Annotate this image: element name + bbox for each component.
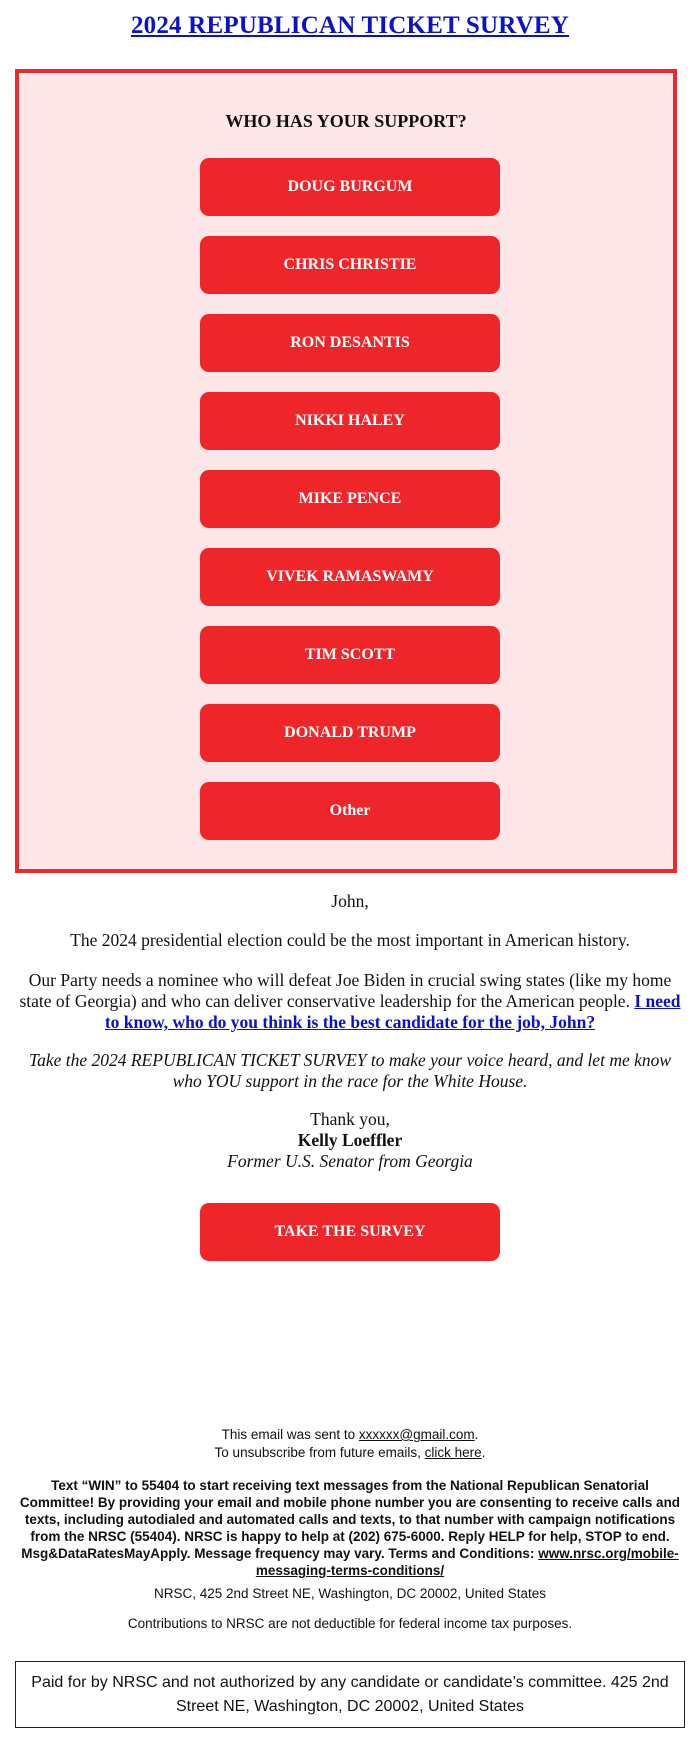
letter-paragraph-3: Take the 2024 REPUBLICAN TICKET SURVEY to make your voice heard, and let me know who YOU support in the race for the White House.: [28, 1050, 672, 1091]
option-button-nikki-haley[interactable]: NIKKI HALEY: [200, 392, 500, 450]
option-button-vivek-ramaswamy[interactable]: VIVEK RAMASWAMY: [200, 548, 500, 606]
email-address-link[interactable]: xxxxxx@gmail.com: [358, 1427, 475, 1442]
letter-closing: Thank you,: [310, 1109, 390, 1129]
option-button-chris-christie[interactable]: CHRIS CHRISTIE: [200, 236, 500, 294]
sms-consent-text: Text “WIN” to 55404 to start receiving text messages from the National Republican Senatorial Committee! By providing your email and mobile phone number you are consenting to receive calls and texts, including autodialed and automated calls and texts, to that number with campaign notifications from the NRSC (55404). NRSC is happy to help at (202) 675-6000. Reply HELP for help, STOP to end. Msg&DataRatesMayApply. Message frequency may vary. Terms and Conditions: www.nrsc.org/mobile-messaging-terms-conditions/: [19, 1478, 681, 1578]
letter-paragraph-1: The 2024 presidential election could be the most important in American history.: [70, 930, 630, 950]
unsubscribe-line: To unsubscribe from future emails, click here.: [214, 1445, 486, 1460]
option-button-tim-scott[interactable]: TIM SCOTT: [200, 626, 500, 684]
survey-question: WHO HAS YOUR SUPPORT?: [225, 111, 467, 131]
option-button-ron-desantis[interactable]: RON DESANTIS: [200, 314, 500, 372]
letter-paragraph-2: [18, 970, 682, 1033]
option-button-doug-burgum[interactable]: DOUG BURGUM: [200, 158, 500, 216]
survey-box: [15, 69, 677, 873]
option-button-other[interactable]: Other: [200, 782, 500, 840]
tax-disclaimer: Contributions to NRSC are not deductible for federal income tax purposes.: [127, 1616, 573, 1631]
letter-paragraph-2-text: Our Party needs a nominee who will defeat Joe Biden in crucial swing states (like my home state of Georgia) and who can deliver conservative leadership for the American people.: [19, 970, 672, 1011]
letter-question-link[interactable]: I need to know, who do you think is the best candidate for the job, John?: [104, 991, 681, 1032]
signer-title: Former U.S. Senator from Georgia: [227, 1151, 473, 1171]
mailing-address: NRSC, 425 2nd Street NE, Washington, DC 20002, United States: [154, 1586, 546, 1601]
option-button-donald-trump[interactable]: DONALD TRUMP: [200, 704, 500, 762]
paid-for-disclaimer: Paid for by NRSC and not authorized by any candidate or candidate’s committee. 425 2nd Street NE, Washington, DC 20002, United States: [15, 1661, 685, 1728]
letter-greeting: John,: [331, 891, 369, 911]
unsubscribe-link[interactable]: click here: [424, 1445, 482, 1460]
terms-link[interactable]: www.nrsc.org/mobile-messaging-terms-conditions/: [255, 1546, 679, 1578]
sent-to-line: This email was sent to xxxxxx@gmail.com.: [221, 1427, 479, 1442]
take-survey-button[interactable]: TAKE THE SURVEY: [200, 1203, 500, 1261]
survey-title-link[interactable]: 2024 REPUBLICAN TICKET SURVEY: [130, 12, 570, 39]
page-title: [0, 12, 700, 40]
signer-name: Kelly Loeffler: [297, 1130, 403, 1150]
option-button-mike-pence[interactable]: MIKE PENCE: [200, 470, 500, 528]
